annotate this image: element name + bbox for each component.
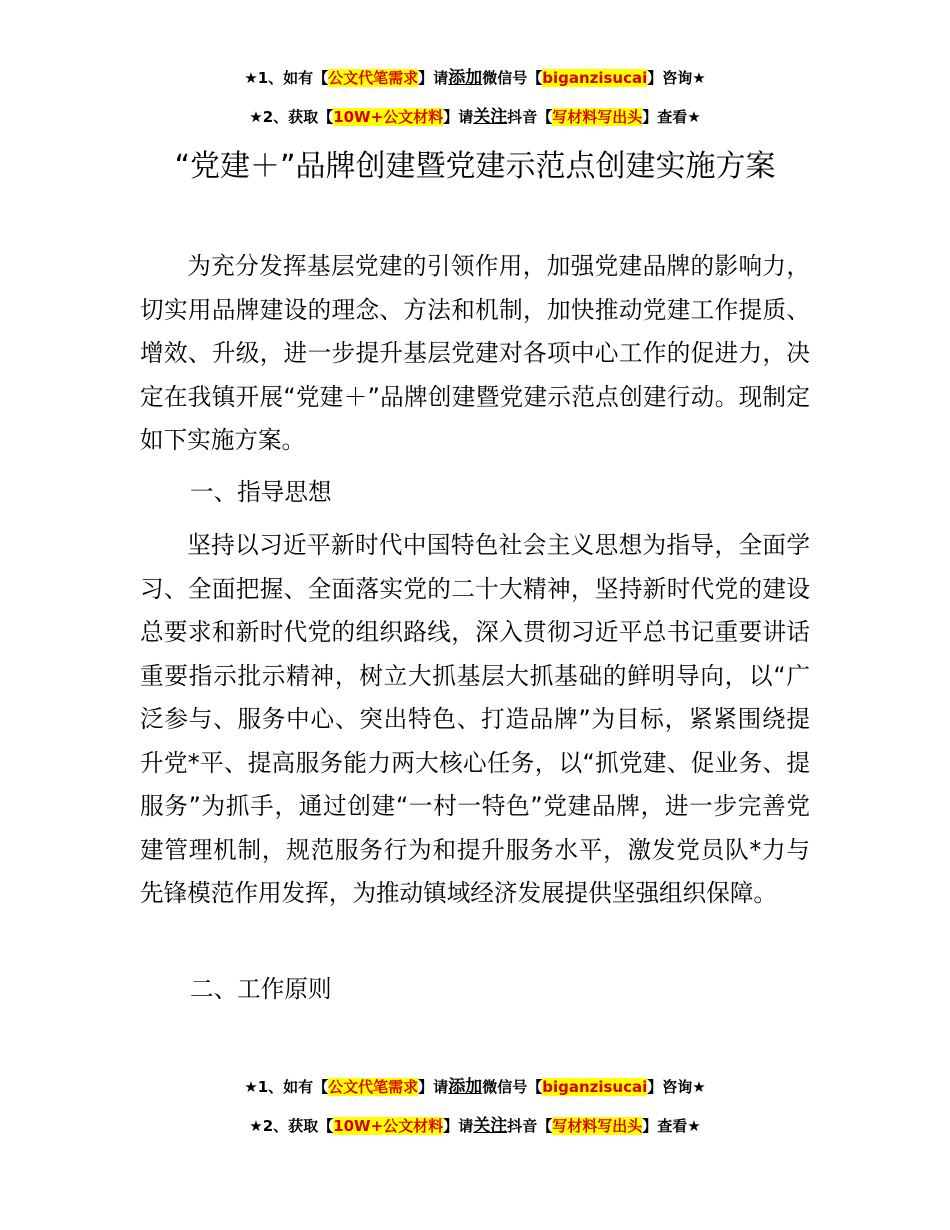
promo-highlight: 公文代笔需求	[328, 1078, 419, 1096]
promo-highlight: 公文代笔需求	[328, 69, 419, 87]
promo-banner-top-2	[0, 107, 950, 127]
promo-highlight: 10W+公文材料	[333, 108, 444, 126]
promo-text: 】查看★	[642, 1117, 701, 1135]
promo-text: 抖音【	[507, 108, 553, 126]
promo-text: ★2、获取【	[249, 1117, 334, 1135]
promo-text: 】请	[443, 1117, 474, 1135]
promo-text: 抖音【	[507, 1117, 553, 1135]
promo-banner-bottom-2	[0, 1116, 950, 1136]
promo-banner-top-1	[0, 68, 950, 88]
promo-emphasis: 添加	[448, 1077, 483, 1097]
promo-highlight-douyin: 写材料写出头	[552, 108, 643, 126]
promo-text: ★2、获取【	[249, 108, 334, 126]
section-heading-work-principles: 二、工作原则	[190, 975, 332, 1003]
promo-text: 】请	[418, 1078, 449, 1096]
promo-highlight: 10W+公文材料	[333, 1117, 444, 1135]
promo-emphasis: 添加	[448, 68, 483, 88]
promo-banner-bottom-1	[0, 1077, 950, 1097]
promo-text: 】咨询★	[647, 69, 706, 87]
promo-text: 微信号【	[482, 69, 543, 87]
promo-text: 】查看★	[642, 108, 701, 126]
section-body-guiding-thought: 坚持以习近平新时代中国特色社会主义思想为指导，全面学习、全面把握、全面落实党的二十大精神，坚持新时代党的建设总要求和新时代党的组织路线，深入贯彻习近平总书记重要讲话重要指示批示精神，树立大抓基层大抓基础的鲜明导向，以“广泛参与、服务中心、突出特色、打造品牌”为目标，紧紧围绕提升党*平、提高服务能力两大核心任务，以“抓党建、促业务、提服务”为抓手，通过创建“一村一特色”党建品牌，进一步完善党建管理机制，规范服务行为和提升服务水平，激发党员队*力与先锋模范作用发挥，为推动镇域经济发展提供坚强组织保障。	[140, 531, 810, 907]
promo-highlight-wechat-id: biganzisucai	[542, 69, 648, 87]
promo-emphasis: 关注	[473, 107, 508, 127]
promo-highlight-wechat-id: biganzisucai	[542, 1078, 648, 1096]
promo-text: ★1、如有【	[244, 69, 329, 87]
promo-text: 微信号【	[482, 1078, 543, 1096]
promo-text: 】请	[443, 108, 474, 126]
promo-text: 】请	[418, 69, 449, 87]
promo-emphasis: 关注	[473, 1116, 508, 1136]
section-heading-guiding-thought: 一、指导思想	[190, 478, 332, 506]
intro-paragraph: 为充分发挥基层党建的引领作用，加强党建品牌的影响力，切实用品牌建设的理念、方法和机制，加快推动党建工作提质、增效、升级，进一步提升基层党建对各项中心工作的促进力，决定在我镇开展“党建＋”品牌创建暨党建示范点创建行动。现制定如下实施方案。	[140, 252, 810, 454]
promo-text: 】咨询★	[647, 1078, 706, 1096]
promo-highlight-douyin: 写材料写出头	[552, 1117, 643, 1135]
document-title: “党建＋”品牌创建暨党建示范点创建实施方案	[174, 149, 776, 184]
promo-text: ★1、如有【	[244, 1078, 329, 1096]
